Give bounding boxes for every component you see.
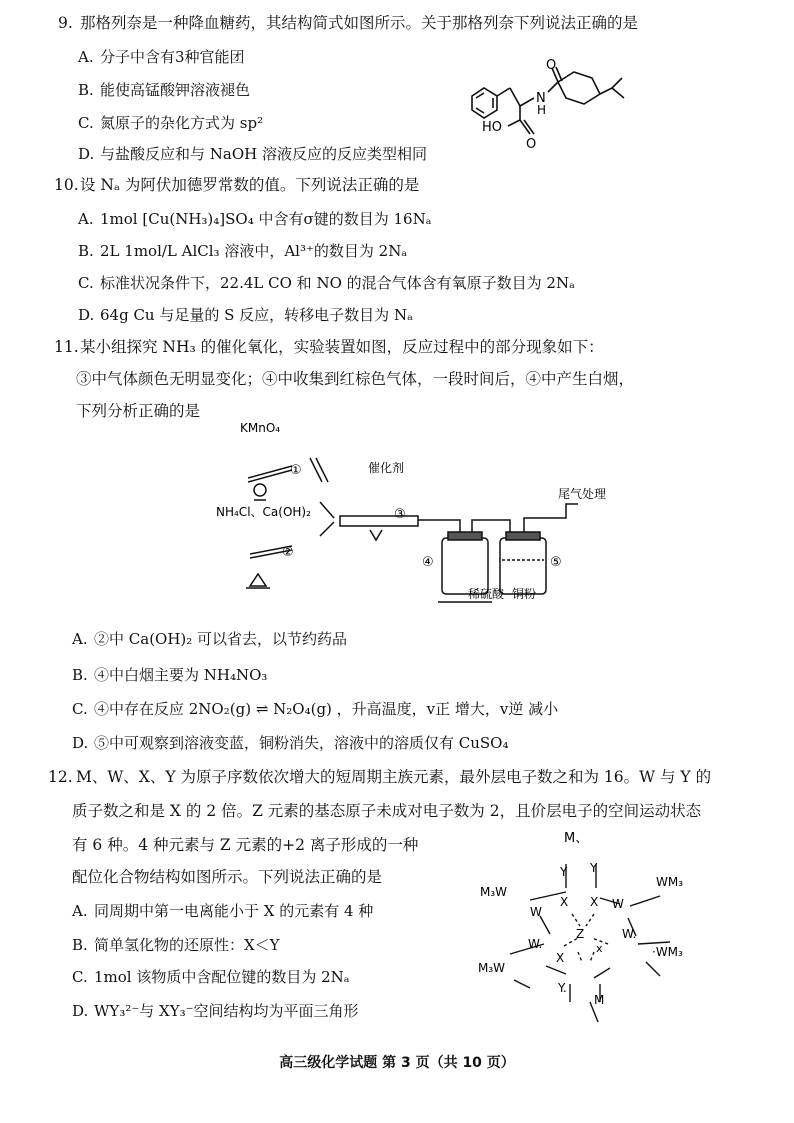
q9-option-d-text: 与盐酸反应和与 NaOH 溶液反应的反应类型相同 xyxy=(100,145,427,163)
q12-stem-text-1: M、W、X、Y 为原子序数依次增大的短周期主族元素，最外层电子数之和为 16。W 与 Y 的 xyxy=(76,768,712,786)
q9-stem xyxy=(58,12,638,34)
q12-option-c-text: 1mol 该物质中含配位键的数目为 2Nₐ xyxy=(94,968,350,986)
q10-option-c-letter: C. xyxy=(78,274,94,292)
q11-option-a xyxy=(72,628,347,650)
q11-stem-text-1: 某小组探究 NH₃ 的催化氧化，实验装置如图，反应过程中的部分现象如下： xyxy=(80,338,604,356)
y2-label: Y xyxy=(590,861,598,875)
m3w-left-top-label: M₃W xyxy=(480,885,508,899)
q11-option-a-text: ②中 Ca(OH)₂ 可以省去，以节约药品 xyxy=(94,630,348,648)
q10-option-c xyxy=(78,272,575,294)
mark-3: ③ xyxy=(394,507,406,522)
q11-option-a-letter: A. xyxy=(72,630,88,648)
m-top-label: M、 xyxy=(564,831,589,846)
wm3-right-bot-label: ·WM₃ xyxy=(652,945,683,959)
x-center-label: X xyxy=(556,951,565,965)
q12-option-c xyxy=(72,966,350,988)
q11-stem-line1 xyxy=(54,336,604,358)
q10-option-c-text: 标准状况条件下，22.4L CO 和 NO 的混合气体含有氧原子数目为 2Nₐ xyxy=(100,274,575,292)
page-footer: 高三级化学试题 第 3 页（共 10 页） xyxy=(279,1055,515,1071)
q11-option-d-letter: D. xyxy=(72,734,89,752)
q9-number: 9. xyxy=(58,14,73,32)
q10-option-a xyxy=(78,208,432,230)
q11-option-c xyxy=(72,698,558,720)
q10-option-b xyxy=(78,240,407,262)
q10-option-d-letter: D. xyxy=(78,306,95,324)
q10-option-b-letter: B. xyxy=(78,242,94,260)
nh4cl-label: NH₄Cl、Ca(OH)₂ xyxy=(216,505,311,519)
q11-option-d-text: ⑤中可观察到溶液变蓝，铜粉消失，溶液中的溶质仅有 CuSO₄ xyxy=(94,734,509,752)
x-right-label: X xyxy=(590,895,599,909)
q9-n-label: N xyxy=(536,91,546,106)
q12-stem-line4: 配位化合物结构如图所示。下列说法正确的是 xyxy=(72,868,383,886)
q9-option-b-letter: B. xyxy=(78,81,94,99)
dilute-acid-label: 稀硫酸 xyxy=(468,587,505,601)
q11-stem-line2: ③中气体颜色无明显变化；④中收集到红棕色气体，一段时间后，④中产生白烟， xyxy=(76,370,635,388)
q10-number: 10. xyxy=(54,176,79,194)
mark-4: ④ xyxy=(422,555,434,570)
q10-option-b-text: 2L 1mol/L AlCl₃ 溶液中，Al³⁺的数目为 2Nₐ xyxy=(100,242,408,260)
q12-option-a-letter: A. xyxy=(72,902,88,920)
w-right-label: W xyxy=(612,897,624,911)
q9-molecule-figure xyxy=(460,58,680,154)
q9-option-d xyxy=(78,143,427,165)
q10-option-d xyxy=(78,304,413,326)
copper-label: 铜粉 xyxy=(512,587,537,601)
catalyst-tube xyxy=(340,516,418,526)
w-right2-label: W. xyxy=(622,927,637,941)
w-left2-label: W. xyxy=(528,937,543,951)
x-top-label: X xyxy=(560,895,569,909)
q11-number: 11. xyxy=(54,338,79,356)
q11-option-b xyxy=(72,664,267,686)
q12-number: 12. xyxy=(48,768,73,786)
m-bot-label: M xyxy=(594,993,605,1007)
cyclohexane-ring xyxy=(558,72,600,104)
q9-o-label-top: O xyxy=(546,58,557,73)
q12-option-d xyxy=(72,1000,359,1022)
q12-option-b-text: 简单氢化物的还原性：X＜Y xyxy=(94,936,280,954)
q10-stem-text: 设 Nₐ 为阿伏加德罗常数的值。下列说法正确的是 xyxy=(80,176,420,194)
mark-2: ② xyxy=(282,545,294,560)
q12-stem-line1 xyxy=(48,766,711,788)
x-small-label: x xyxy=(596,942,603,955)
bottle-4 xyxy=(442,538,488,594)
q11-option-b-letter: B. xyxy=(72,666,88,684)
q12-option-d-letter: D. xyxy=(72,1002,89,1020)
q9-ho-label: HO xyxy=(482,120,503,135)
q9-option-c-letter: C. xyxy=(78,114,94,132)
catalyst-label: 催化剂 xyxy=(368,461,405,475)
q10-option-a-text: 1mol [Cu(NH₃)₄]SO₄ 中含有σ键的数目为 16Nₐ xyxy=(100,210,432,228)
w-left-label: W xyxy=(530,905,542,919)
q9-option-a-letter: A. xyxy=(78,48,94,66)
q9-o-label-bottom: O xyxy=(526,137,537,152)
burner-2 xyxy=(250,574,266,586)
y3-label: Y. xyxy=(558,981,567,995)
q9-option-a-text: 分子中含有3种官能团 xyxy=(100,48,245,66)
m3w-left-bot-label: M₃W xyxy=(478,961,506,975)
q12-option-a-text: 同周期中第一电离能小于 X 的元素有 4 种 xyxy=(94,902,374,920)
q11-option-d xyxy=(72,732,509,754)
q11-option-c-letter: C. xyxy=(72,700,88,718)
q9-stem-text: 那格列奈是一种降血糖药，其结构简式如图所示。关于那格列奈下列说法正确的是 xyxy=(80,14,639,32)
q9-option-b-text: 能使高锰酸钾溶液褪色 xyxy=(100,81,251,99)
burner-3 xyxy=(370,530,382,540)
y1-label: Y xyxy=(560,865,568,879)
q9-option-a xyxy=(78,46,245,68)
q11-option-c-text: ④中存在反应 2NO₂(g) ⇌ N₂O₄(g) ，升高温度，v正 增大，v逆 减小 xyxy=(94,700,559,718)
q12-option-d-text: WY₃²⁻与 XY₃⁻空间结构均为平面三角形 xyxy=(94,1002,359,1020)
tail-gas-label: 尾气处理 xyxy=(558,487,607,501)
q12-option-b xyxy=(72,934,280,956)
q12-option-a xyxy=(72,900,373,922)
mark-1: ① xyxy=(290,463,302,478)
bottle-5 xyxy=(500,538,546,594)
q12-option-c-letter: C. xyxy=(72,968,88,986)
q12-complex-figure xyxy=(470,826,710,1036)
kmno4-label: KMnO₄ xyxy=(240,421,281,435)
q12-option-b-letter: B. xyxy=(72,936,88,954)
q10-option-a-letter: A. xyxy=(78,210,94,228)
q12-stem-line2: 质子数之和是 X 的 2 倍。Z 元素的基态原子未成对电子数为 2，且价层电子的空间运动状态 xyxy=(72,802,702,820)
q9-option-d-letter: D. xyxy=(78,145,95,163)
q11-stem-line3: 下列分析正确的是 xyxy=(76,402,201,420)
q10-stem xyxy=(54,174,419,196)
mark-5: ⑤ xyxy=(550,555,562,570)
wm3-right-top-label: WM₃ xyxy=(656,875,684,889)
q11-option-b-text: ④中白烟主要为 NH₄NO₃ xyxy=(94,666,268,684)
q9-option-c xyxy=(78,112,263,134)
q10-option-d-text: 64g Cu 与足量的 S 反应，转移电子数目为 Nₐ xyxy=(100,306,413,324)
q9-option-b xyxy=(78,79,250,101)
q11-apparatus-figure xyxy=(210,418,630,614)
q12-stem-line3: 有 6 种。4 种元素与 Z 元素的+2 离子形成的一种 xyxy=(72,836,419,854)
q9-option-c-text: 氮原子的杂化方式为 sp² xyxy=(100,114,264,132)
z-label: Z xyxy=(576,927,585,941)
q9-h-label: H xyxy=(537,103,547,117)
